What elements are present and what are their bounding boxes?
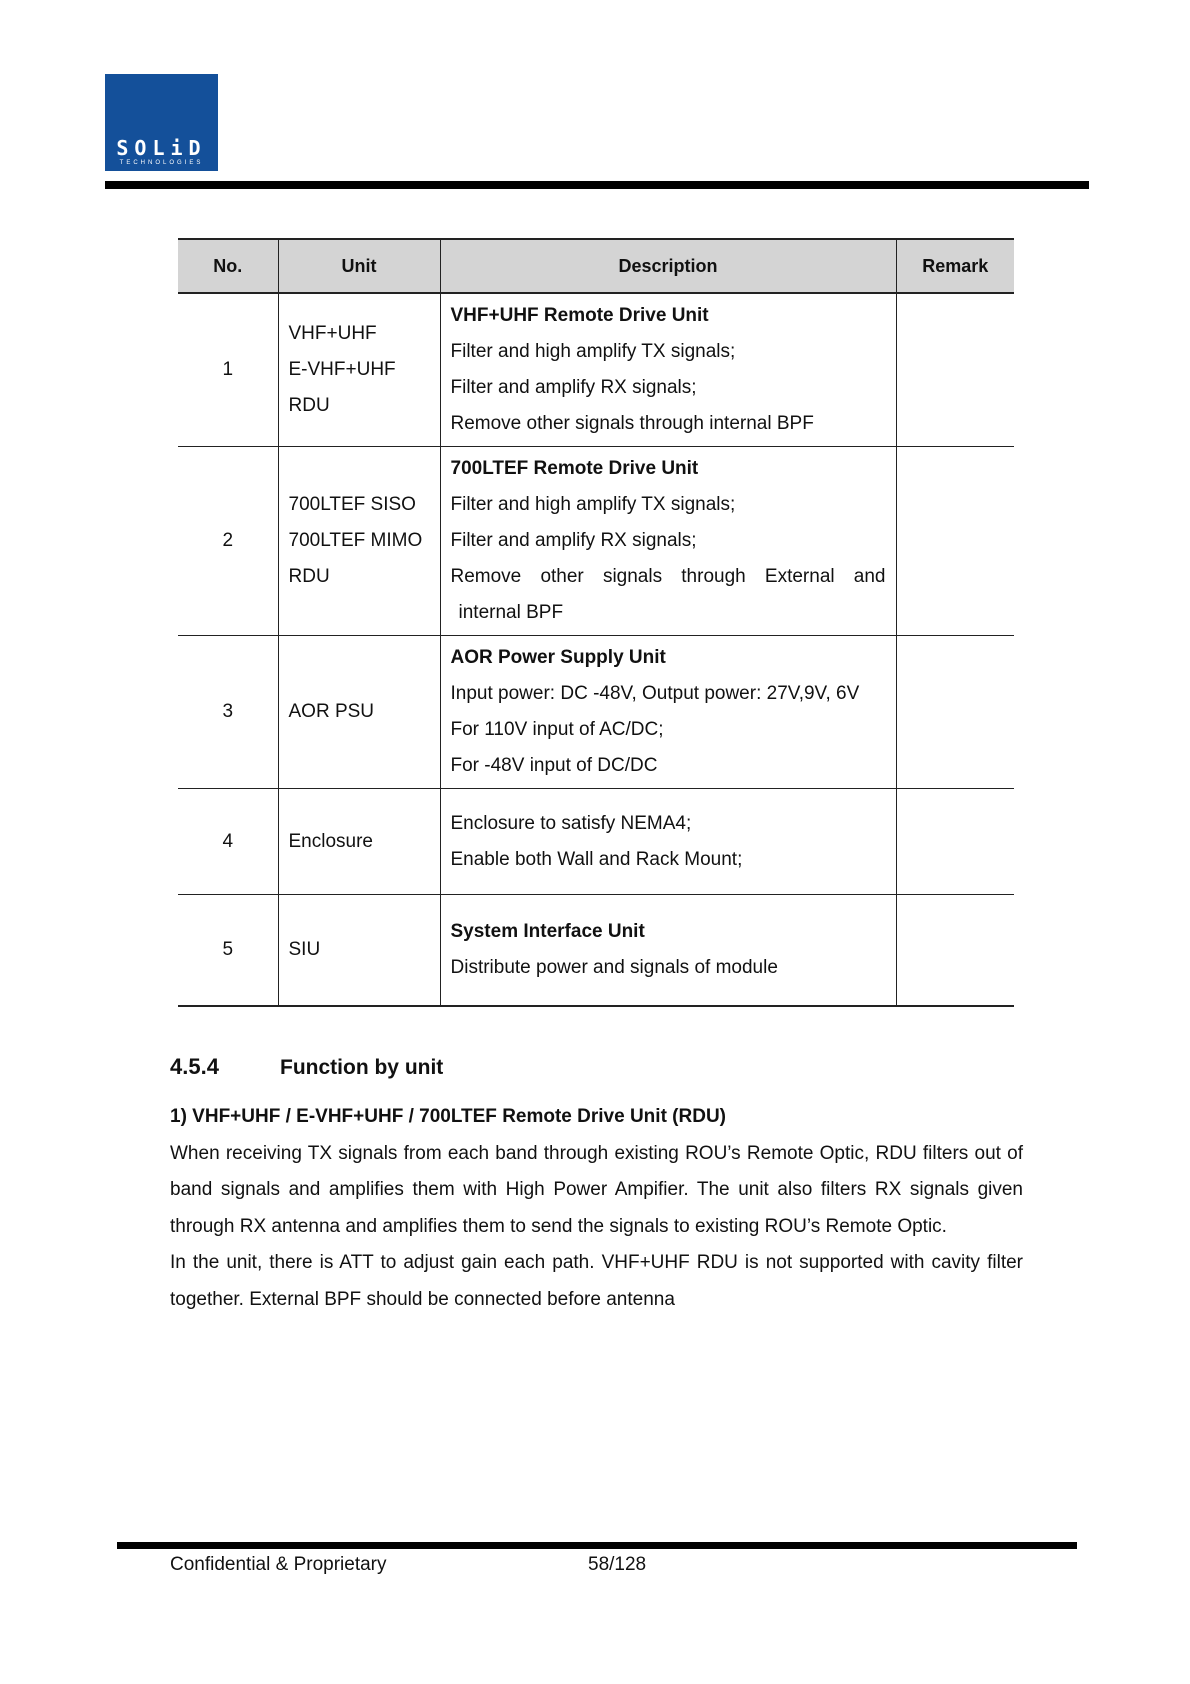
unit-name: AOR PSU	[278, 636, 440, 789]
row-remark	[896, 293, 1014, 447]
description-line: Filter and high amplify TX signals;	[450, 494, 736, 515]
logo-wordmark: SOLiD	[116, 136, 207, 160]
table-row	[178, 293, 1014, 447]
row-number: 5	[178, 895, 278, 1006]
unit-description	[440, 789, 896, 895]
description-title: VHF+UHF Remote Drive Unit	[450, 305, 709, 326]
description-line: Enable both Wall and Rack Mount;	[450, 848, 743, 870]
section-number: 4.5.4	[170, 1054, 219, 1079]
row-number: 1	[178, 293, 278, 447]
row-remark	[896, 636, 1014, 789]
row-remark	[896, 447, 1014, 636]
description-line: Input power: DC -48V, Output power: 27V,9V, 6V	[450, 683, 860, 704]
table-row	[178, 789, 1014, 895]
table-row	[178, 447, 1014, 636]
paragraph: In the unit, there is ATT to adjust gain each path. VHF+UHF RDU is not supported with cavity filter together. External BPF should be connected before antenna	[170, 1252, 1023, 1310]
description-title: AOR Power Supply Unit	[450, 647, 666, 668]
description-line: Remove other signals through External and	[450, 566, 886, 587]
company-logo	[105, 74, 218, 171]
description-line: For 110V input of AC/DC;	[450, 719, 664, 740]
footer-confidential: Confidential & Proprietary	[170, 1554, 387, 1575]
row-remark	[896, 789, 1014, 895]
row-remark	[896, 895, 1014, 1006]
unit-name: Enclosure	[278, 789, 440, 895]
description-line: Filter and amplify RX signals;	[450, 530, 697, 551]
unit-description	[440, 447, 896, 636]
footer-rule	[117, 1542, 1077, 1549]
unit-description	[440, 895, 896, 1006]
unit-table	[178, 238, 1014, 1007]
row-number: 4	[178, 789, 278, 895]
page-number: 58/128	[588, 1554, 647, 1575]
description-line: internal BPF	[458, 602, 564, 623]
description-title: System Interface Unit	[450, 920, 645, 942]
unit-description	[440, 636, 896, 789]
paragraph: When receiving TX signals from each band through existing ROU’s Remote Optic, RDU filters out of band signals and amplifies them with High Power Ampifier. The unit also filters RX signals given through RX antenna and amplifies them to send the signals to existing ROU’s Remote Optic.	[170, 1143, 1023, 1237]
description-line: Filter and high amplify TX signals;	[450, 341, 736, 362]
description-line: Enclosure to satisfy NEMA4;	[450, 812, 692, 834]
logo-subtitle: TECHNOLOGIES	[119, 160, 204, 166]
section-body	[170, 1136, 1023, 1318]
header-no: No.	[178, 239, 278, 293]
description-line: Remove other signals through internal BPF	[450, 413, 814, 434]
unit-name: SIU	[278, 895, 440, 1006]
row-number: 2	[178, 447, 278, 636]
description-line: For -48V input of DC/DC	[450, 755, 658, 776]
unit-name: VHF+UHF E-VHF+UHF RDU	[278, 293, 440, 447]
header-rule	[105, 181, 1089, 189]
description-line: Distribute power and signals of module	[450, 956, 778, 978]
description-title: 700LTEF Remote Drive Unit	[450, 458, 699, 479]
section-heading	[170, 1054, 443, 1080]
unit-name: 700LTEF SISO 700LTEF MIMO RDU	[278, 447, 440, 636]
header-unit: Unit	[278, 239, 440, 293]
description-line: Filter and amplify RX signals;	[450, 377, 697, 398]
header-remark: Remark	[896, 239, 1014, 293]
header-description: Description	[440, 239, 896, 293]
table-header-row	[178, 239, 1014, 293]
table-row	[178, 895, 1014, 1006]
subsection-heading: 1) VHF+UHF / E-VHF+UHF / 700LTEF Remote Drive Unit (RDU)	[170, 1106, 726, 1127]
table-row	[178, 636, 1014, 789]
row-number: 3	[178, 636, 278, 789]
unit-description	[440, 293, 896, 447]
section-title: Function by unit	[280, 1056, 444, 1079]
